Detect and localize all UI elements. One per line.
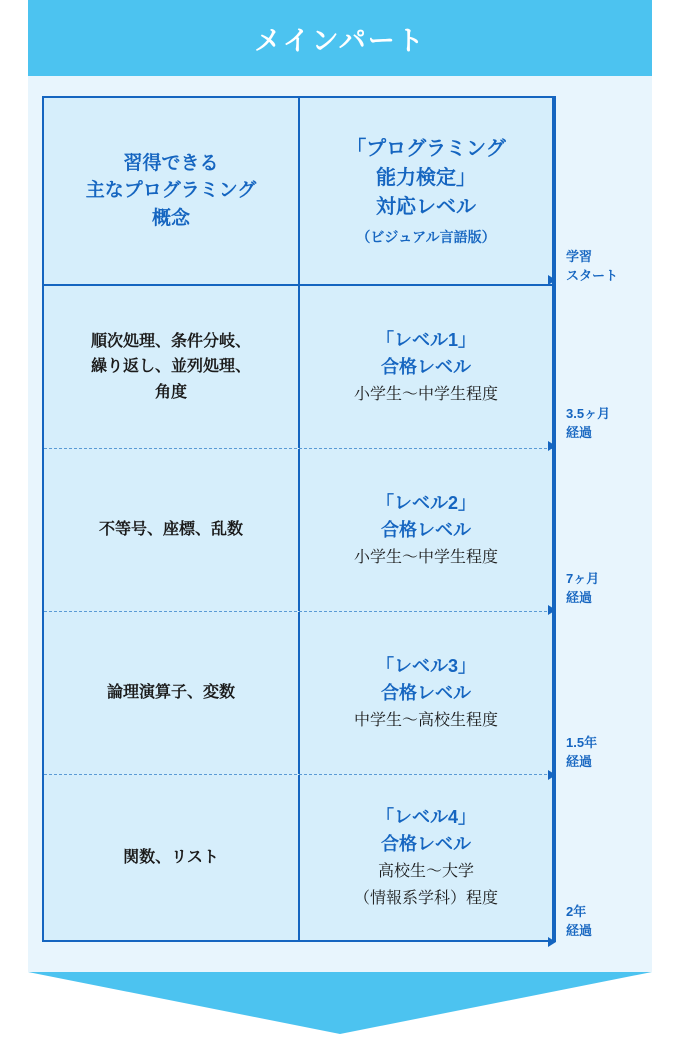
header-cell-concepts <box>44 98 300 284</box>
concept-line: 角度 <box>154 383 187 401</box>
level-cell <box>300 286 552 448</box>
table-row <box>44 775 552 940</box>
level-cell <box>300 775 552 940</box>
page-title: メインパート <box>254 25 426 56</box>
timeline-label-line2: スタート <box>566 267 619 283</box>
concept-cell <box>44 612 300 774</box>
concept-cell <box>44 286 300 448</box>
level-title-line: 合格レベル <box>381 833 471 854</box>
level-title-line: 「レベル1」 <box>375 330 476 351</box>
level-desc-line: 高校生〜大学 <box>377 862 474 880</box>
timeline-axis <box>554 96 556 942</box>
timeline-label-line2: 経過 <box>566 753 593 769</box>
timeline-label-line2: 経過 <box>566 424 593 440</box>
concept-cell <box>44 449 300 611</box>
timeline-label-line2: 経過 <box>566 922 593 938</box>
header-levels-line1: 「プログラミング <box>346 138 506 160</box>
level-desc-line: 小学生〜中学生程度 <box>353 548 498 566</box>
concept-cell <box>44 775 300 940</box>
timeline-label <box>566 903 592 941</box>
timeline-label <box>566 248 618 286</box>
timeline-label <box>566 570 599 608</box>
table-row <box>44 449 552 612</box>
table-row <box>44 612 552 775</box>
header-levels-subtitle: （ビジュアル言語版） <box>356 229 496 245</box>
concept-line: 論理演算子、変数 <box>106 684 235 702</box>
level-desc-line: （情報系学科）程度 <box>353 889 498 907</box>
level-cell <box>300 612 552 774</box>
timeline-marker-2 <box>548 605 556 615</box>
timeline-label-line2: 経過 <box>566 589 593 605</box>
level-desc-line: 中学生〜高校生程度 <box>353 711 498 729</box>
timeline-label <box>566 734 597 772</box>
header-concepts-line3: 概念 <box>151 207 190 229</box>
header-concepts-line1: 習得できる <box>123 152 219 174</box>
timeline-label-line1: 1.5年 <box>566 735 598 750</box>
concept-line: 不等号、座標、乱数 <box>98 521 243 539</box>
timeline-marker-4 <box>548 937 556 947</box>
header-levels-line2: 能力検定」 <box>376 167 476 189</box>
header-band <box>28 0 652 76</box>
timeline-label-line1: 2年 <box>566 904 587 919</box>
arrow-down-icon <box>28 972 652 1034</box>
header-cell-levels <box>300 98 552 284</box>
header-concepts-line2: 主なプログラミング <box>85 180 257 202</box>
level-title-line: 「レベル4」 <box>375 807 476 828</box>
timeline-label-line1: 7ヶ月 <box>566 571 600 586</box>
level-title-line: 「レベル2」 <box>375 493 476 514</box>
curriculum-table <box>42 96 554 942</box>
table-header-row <box>44 98 552 286</box>
timeline-marker-start <box>548 275 556 285</box>
timeline-marker-3 <box>548 770 556 780</box>
concept-line: 繰り返し、並列処理、 <box>90 358 251 376</box>
timeline-label-line1: 学習 <box>566 249 593 264</box>
level-title-line: 合格レベル <box>381 682 471 703</box>
level-cell <box>300 449 552 611</box>
level-title-line: 「レベル3」 <box>375 656 476 677</box>
table-row <box>44 286 552 449</box>
level-title-line: 合格レベル <box>381 356 471 377</box>
concept-line: 順次処理、条件分岐、 <box>90 332 251 350</box>
timeline-label-line1: 3.5ヶ月 <box>566 406 611 421</box>
level-title-line: 合格レベル <box>381 519 471 540</box>
header-levels-line3: 対応レベル <box>376 196 476 218</box>
concept-line: 関数、リスト <box>123 848 219 866</box>
timeline-label <box>566 405 610 443</box>
level-desc-line: 小学生〜中学生程度 <box>353 385 498 403</box>
timeline-marker-1 <box>548 441 556 451</box>
